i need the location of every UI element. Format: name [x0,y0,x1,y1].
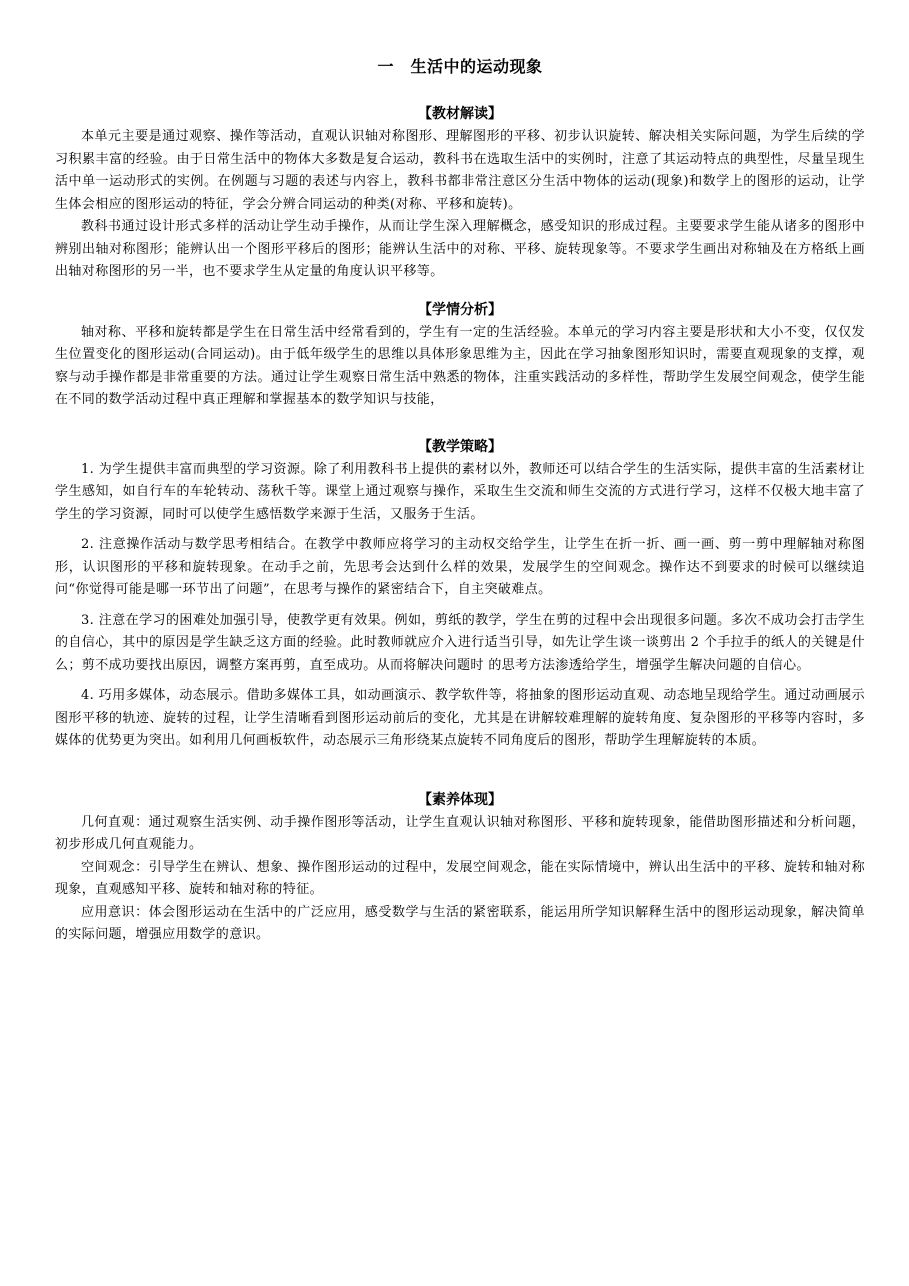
section-heading: 【教材解读】 [418,106,502,122]
section-heading: 【教学策略】 [418,438,502,455]
section-competency [55,790,865,947]
paragraph: 应用意识：体会图形运动在生活中的广泛应用，感受数学与生活的紧密联系，能运用所学知识解释生活中的图形运动现象，解决简单的实际问题，增强应用数学的意识。 [55,904,865,942]
numbered-paragraph: 2. 注意操作活动与数学思考相结合。在教学中教师应将学习的主动权交给学生，让学生在折一折、画一画、剪一剪中理解轴对称图形，认识图形的平移和旋转现象。在动手之前，先思考会达到什么样的效果，发展学生的空间观念。操作达不到要求的时候可以继续追问“你觉得可能是哪一环节出了问题”，在思考与操作的紧密结合下，自主突破难点。 [55,537,865,597]
numbered-paragraph: 3. 注意在学习的困难处加强引导，使教学更有效果。例如，剪纸的教学，学生在剪的过程中会出现很多问题。多次不成功会打击学生的自信心，其中的原因是学生缺乏这方面的经验。此时教师就应介入进行适当引导，如先让学生谈一谈剪出 2 个手拉手的纸人的关键是什么；剪不成功要找出原因，调整方案再剪，直至成功。从而将解决问题时 的思考方法渗透给学生，增强学生解决问题的自信心。 [55,612,865,673]
paragraph: 空间观念：引导学生在辨认、想象、操作图形运动的过程中，发展空间观念，能在实际情境中，辨认出生活中的平移、旋转和轴对称现象，直观感知平移、旋转和轴对称的特征。 [55,859,865,897]
page-title: 一 生活中的运动现象 [377,57,543,76]
document-page [55,56,865,947]
paragraph: 几何直观：通过观察生活实例、动手操作图形等活动，让学生直观认识轴对称图形、平移和旋转现象，能借助图形描述和分析问题，初步形成几何直观能力。 [55,814,865,852]
numbered-paragraph: 4. 巧用多媒体，动态展示。借助多媒体工具，如动画演示、教学软件等，将抽象的图形运动直观、动态地呈现给学生。通过动画展示图形平移的轨迹、旋转的过程，让学生清晰看到图形运动前后的变化，尤其是在讲解较难理解的旋转角度、复杂图形的平移等内容时，多媒体的优势更为突出。如利用几何画板软件，动态展示三角形绕某点旋转不同角度后的图形，帮助学生理解旋转的本质。 [55,688,865,748]
section-heading: 【素养体现】 [418,791,502,808]
paragraph: 本单元主要是通过观察、操作等活动，直观认识轴对称图形、理解图形的平移、初步认识旋转、解决相关实际问题，为学生后续的学习积累丰富的经验。由于日常生活中的物体大多数是复合运动，教科书在选取生活中的实例时，注意了其运动特点的典型性，尽量呈现生活中单一运动形式的实例。在例题与习题的表述与内容上，教科书都非常注意区分生活中物体的运动(现象)和数学上的图形的运动，让学生体会相应的图形运动的特征，学会分辨合同运动的种类(对称、平移和旋转)。 [55,129,865,212]
section-teaching-strategy [55,437,865,753]
paragraph: 轴对称、平移和旋转都是学生在日常生活中经常看到的，学生有一定的生活经验。本单元的学习内容主要是形状和大小不变，仅仅发生位置变化的图形运动(合同运动)。由于低年级学生的思维以具体形象思维为主，因此在学习抽象图形知识时，需要直观现象的支撑，观察与动手操作都是非常重要的方法。通过让学生观察日常生活中熟悉的物体，注重实践活动的多样性，帮助学生发展空间观念，使学生能在不同的数学活动过程中真正理解和掌握基本的数学知识与技能， [55,324,865,407]
paragraph: 教科书通过设计形式多样的活动让学生动手操作，从而让学生深入理解概念，感受知识的形成过程。主要要求学生能从诸多的图形中辨别出轴对称图形；能辨认出一个图形平移后的图形；能辨认生活中的对称、平移、旋转现象等。不要求学生画出对称轴及在方格纸上画出轴对称图形的另一半，也不要求学生从定量的角度认识平移等。 [55,219,865,279]
numbered-paragraph: 1. 为学生提供丰富而典型的学习资源。除了利用教科书上提供的素材以外，教师还可以结合学生的生活实际，提供丰富的生活素材让学生感知，如自行车的车轮转动、荡秋千等。课堂上通过观察与操作，采取生生交流和师生交流的方式进行学习，这样不仅极大地丰富了学生的学习资源，同时可以使学生感悟数学来源于生活，又服务于生活。 [55,461,865,522]
section-learner-analysis [55,300,865,412]
section-textbook-interpretation [55,104,865,284]
section-heading: 【学情分析】 [418,301,502,318]
